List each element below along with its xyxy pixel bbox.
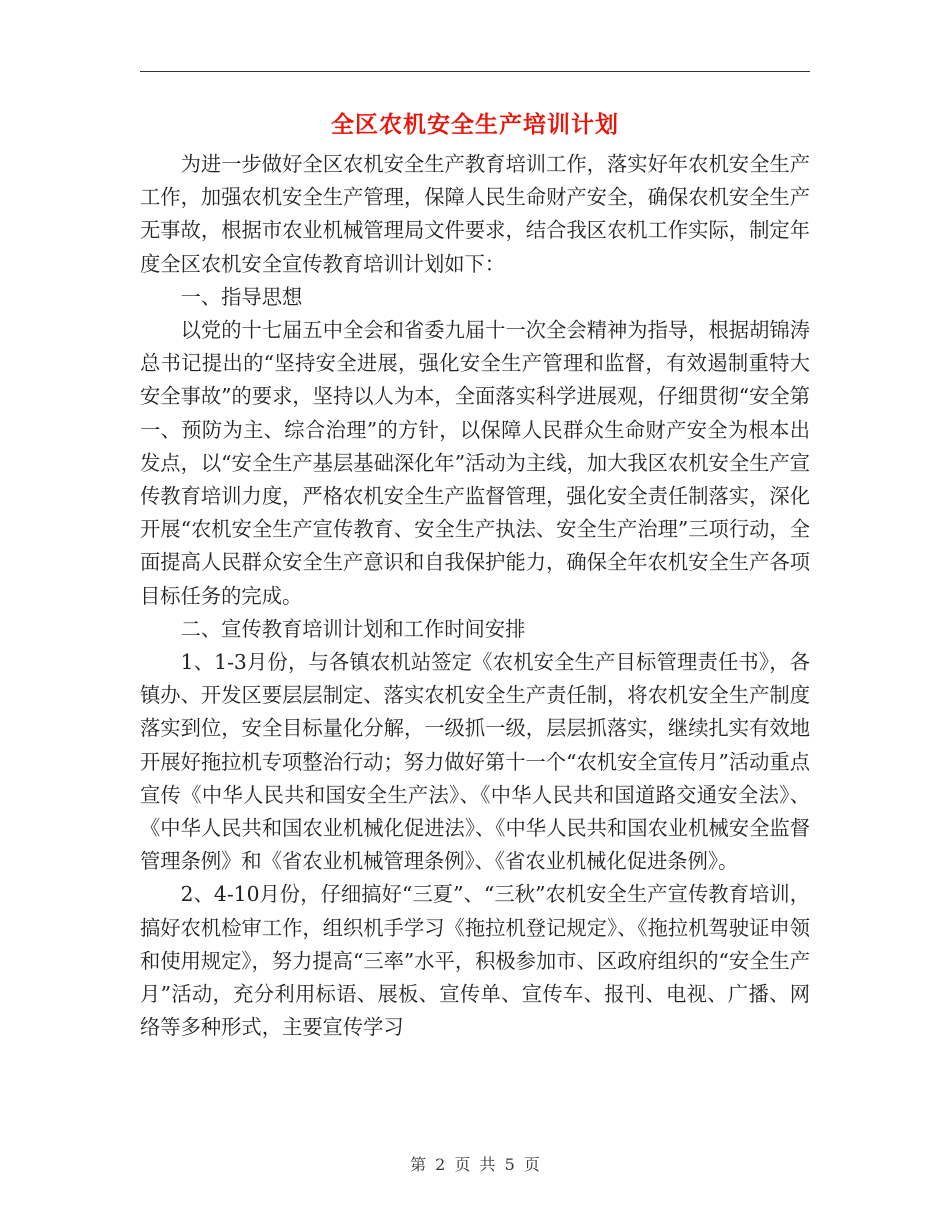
page-number: 第 2 页 共 5 页 <box>410 1155 540 1174</box>
paragraph-intro: 为进一步做好全区农机安全生产教育培训工作，落实好年农机安全生产工作，加强农机安全生产管理，保障人民生命财产安全，确保农机安全生产无事故，根据市农业机械管理局文件要求，结合我区农机工作实际，制定年度全区农机安全宣传教育培训计划如下： <box>140 152 810 276</box>
document-title: 全区农机安全生产培训计划 <box>331 111 619 138</box>
heading-training-plan: 二、宣传教育培训计划和工作时间安排 <box>180 616 526 641</box>
paragraph-plan-item-1: 1、1-3月份，与各镇农机站签定《农机安全生产目标管理责任书》，各镇办、开发区要层层制定、落实农机安全生产责任制，将农机安全生产制度落实到位，安全目标量化分解，一级抓一级，层层抓落实，继续扎实有效地开展好拖拉机专项整治行动；努力做好第十一个“农机安全宣传月”活动重点宣传《中华人民共和国安全生产法》、《中华人民共和国道路交通安全法》、《中华人民共和国农业机械化促进法》、《中华人民共和国农业机械安全监督管理条例》和《省农业机械管理条例》、《省农业机械化促进条例》。 <box>140 650 810 874</box>
paragraph-plan-item-2: 2、4-10月份，仔细搞好“三夏”、“三秋”农机安全生产宣传教育培训，搞好农机检审工作，组织机手学习《拖拉机登记规定》、《拖拉机驾驶证申领和使用规定》，努力提高“三率”水平，积极参加市、区政府组织的“安全生产月”活动，充分利用标语、展板、宣传单、宣传车、报刊、电视、广播、网络等多种形式，主要宣传学习 <box>140 882 810 1040</box>
document-body <box>140 148 810 1044</box>
paragraph-guiding-ideology: 以党的十七届五中全会和省委九届十一次全会精神为指导，根据胡锦涛总书记提出的“坚持安全进展，强化安全生产管理和监督，有效遏制重特大安全事故”的要求，坚持以人为本，全面落实科学进展观，仔细贯彻“安全第一、预防为主、综合治理”的方针，以保障人民群众生命财产安全为根本出发点，以“安全生产基层基础深化年”活动为主线，加大我区农机安全生产宣传教育培训力度，严格农机安全生产监督管理，强化安全责任制落实，深化开展“农机安全生产宣传教育、安全生产执法、安全生产治理”三项行动，全面提高人民群众安全生产意识和自我保护能力，确保全年农机安全生产各项目标任务的完成。 <box>140 318 810 608</box>
heading-guiding-ideology: 一、指导思想 <box>180 284 303 309</box>
header-rule <box>140 71 810 72</box>
